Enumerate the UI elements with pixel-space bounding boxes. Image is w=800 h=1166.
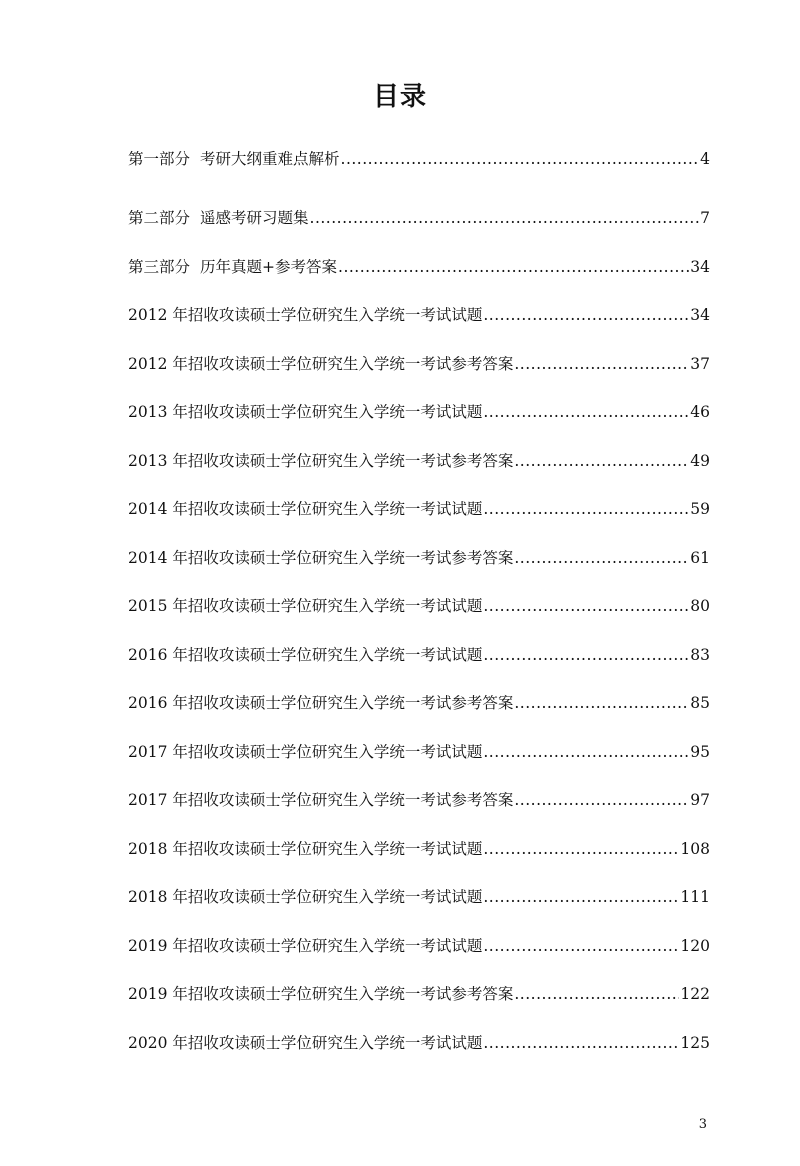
toc-entry-title: 2016 年招收攻读硕士学位研究生入学统一考试参考答案	[128, 694, 514, 712]
toc-entry-title: 2018 年招收攻读硕士学位研究生入学统一考试试题	[128, 839, 483, 858]
toc-page-number: 59	[690, 500, 710, 518]
page-number: 3	[698, 1117, 707, 1132]
toc-entry[interactable]	[128, 251, 710, 283]
toc-page-number: 61	[690, 548, 710, 567]
toc-dot-leader	[483, 396, 689, 428]
toc-dot-leader	[483, 881, 679, 913]
toc-part-label: 第三部分	[128, 257, 191, 276]
toc-dot-leader	[514, 687, 689, 719]
toc-dot-leader	[483, 639, 689, 671]
toc-dot-leader	[514, 784, 689, 816]
toc-entry[interactable]	[128, 396, 710, 428]
toc-dot-leader	[514, 445, 689, 477]
toc-entry[interactable]	[128, 639, 710, 671]
toc-entry[interactable]	[128, 445, 710, 477]
toc-entry-label	[128, 784, 513, 816]
toc-entry[interactable]	[128, 736, 710, 768]
toc-part-label: 第二部分	[128, 209, 191, 227]
toc-entry-title: 2015 年招收攻读硕士学位研究生入学统一考试试题	[128, 597, 483, 615]
toc-page-number: 49	[690, 451, 710, 470]
toc-page-number: 85	[690, 694, 710, 712]
toc-entry[interactable]	[128, 299, 710, 331]
toc-entry[interactable]	[128, 348, 710, 380]
toc-entry-label	[128, 978, 513, 1010]
toc-entry[interactable]	[128, 881, 710, 913]
toc-dot-leader	[514, 978, 679, 1010]
toc-entry-label	[128, 143, 340, 175]
toc-entry-title: 2017 年招收攻读硕士学位研究生入学统一考试参考答案	[128, 791, 514, 809]
toc-page-number: 108	[680, 839, 710, 858]
toc-page-number: 34	[690, 306, 710, 324]
toc-page-number: 97	[690, 791, 710, 809]
toc-page-number: 4	[700, 150, 710, 168]
toc-entry-label	[128, 348, 513, 380]
toc-page-number: 80	[690, 597, 710, 615]
toc-entry-label	[128, 639, 482, 671]
toc-entry[interactable]	[128, 833, 710, 865]
toc-entry-title: 考研大纲重难点解析	[200, 150, 340, 168]
toc-entry[interactable]	[128, 687, 710, 719]
toc-entry-label	[128, 445, 513, 477]
toc-entry[interactable]	[128, 143, 710, 175]
toc-page-number: 125	[680, 1033, 710, 1052]
table-of-contents	[128, 143, 710, 1075]
toc-entry-title: 2017 年招收攻读硕士学位研究生入学统一考试试题	[128, 742, 483, 761]
toc-dot-leader	[483, 493, 689, 525]
toc-entry[interactable]	[128, 542, 710, 574]
toc-entry-title: 2013 年招收攻读硕士学位研究生入学统一考试参考答案	[128, 451, 514, 470]
toc-entry[interactable]	[128, 1027, 710, 1059]
toc-dot-leader	[514, 348, 689, 380]
toc-entry[interactable]	[128, 590, 710, 622]
toc-dot-leader	[514, 542, 689, 574]
toc-page-number: 37	[690, 354, 710, 373]
page-title: 目录	[372, 82, 427, 112]
toc-part-label: 第一部分	[128, 150, 191, 168]
toc-dot-leader	[310, 202, 700, 234]
toc-page-number: 95	[690, 742, 710, 761]
toc-dot-leader	[483, 299, 689, 331]
toc-entry[interactable]	[128, 202, 710, 234]
toc-entry-title: 2018 年招收攻读硕士学位研究生入学统一考试试题	[128, 888, 483, 906]
toc-dot-leader	[483, 930, 679, 962]
toc-dot-leader	[483, 1027, 679, 1059]
toc-entry-label	[128, 833, 482, 865]
toc-entry-label	[128, 687, 513, 719]
toc-entry-title: 2016 年招收攻读硕士学位研究生入学统一考试试题	[128, 645, 483, 664]
toc-page-number: 34	[690, 257, 710, 276]
toc-page-number: 111	[680, 888, 710, 906]
toc-entry-label	[128, 736, 482, 768]
toc-entry-label	[128, 251, 337, 283]
toc-page-number: 7	[700, 209, 710, 227]
toc-entry-title: 遥感考研习题集	[200, 209, 309, 227]
toc-dot-leader	[483, 736, 689, 768]
toc-entry[interactable]	[128, 978, 710, 1010]
toc-entry-label	[128, 396, 482, 428]
toc-entry-title: 2014 年招收攻读硕士学位研究生入学统一考试参考答案	[128, 548, 514, 567]
toc-page-number: 120	[680, 936, 710, 955]
toc-entry-title: 2014 年招收攻读硕士学位研究生入学统一考试试题	[128, 500, 483, 518]
toc-entry-title: 2019 年招收攻读硕士学位研究生入学统一考试参考答案	[128, 985, 514, 1003]
toc-entry-label	[128, 590, 482, 622]
toc-dot-leader	[483, 590, 689, 622]
toc-entry-title: 2013 年招收攻读硕士学位研究生入学统一考试试题	[128, 403, 483, 421]
toc-entry-title: 2019 年招收攻读硕士学位研究生入学统一考试试题	[128, 936, 483, 955]
toc-entry-label	[128, 930, 482, 962]
toc-dot-leader	[338, 251, 689, 283]
toc-entry-label	[128, 202, 309, 234]
toc-entry-label	[128, 1027, 482, 1059]
toc-entry-label	[128, 881, 482, 913]
toc-dot-leader	[341, 143, 700, 175]
toc-page-number: 46	[690, 403, 710, 421]
toc-page-number: 83	[690, 645, 710, 664]
toc-entry[interactable]	[128, 493, 710, 525]
toc-entry-label	[128, 542, 513, 574]
toc-entry-label	[128, 493, 482, 525]
toc-entry-title: 历年真题+参考答案	[200, 257, 338, 276]
toc-dot-leader	[483, 833, 679, 865]
toc-entry[interactable]	[128, 930, 710, 962]
toc-entry-label	[128, 299, 482, 331]
toc-entry-title: 2012 年招收攻读硕士学位研究生入学统一考试参考答案	[128, 354, 514, 373]
toc-entry[interactable]	[128, 784, 710, 816]
toc-entry-title: 2012 年招收攻读硕士学位研究生入学统一考试试题	[128, 306, 483, 324]
toc-entry-title: 2020 年招收攻读硕士学位研究生入学统一考试试题	[128, 1033, 483, 1052]
toc-page-number: 122	[680, 985, 710, 1003]
